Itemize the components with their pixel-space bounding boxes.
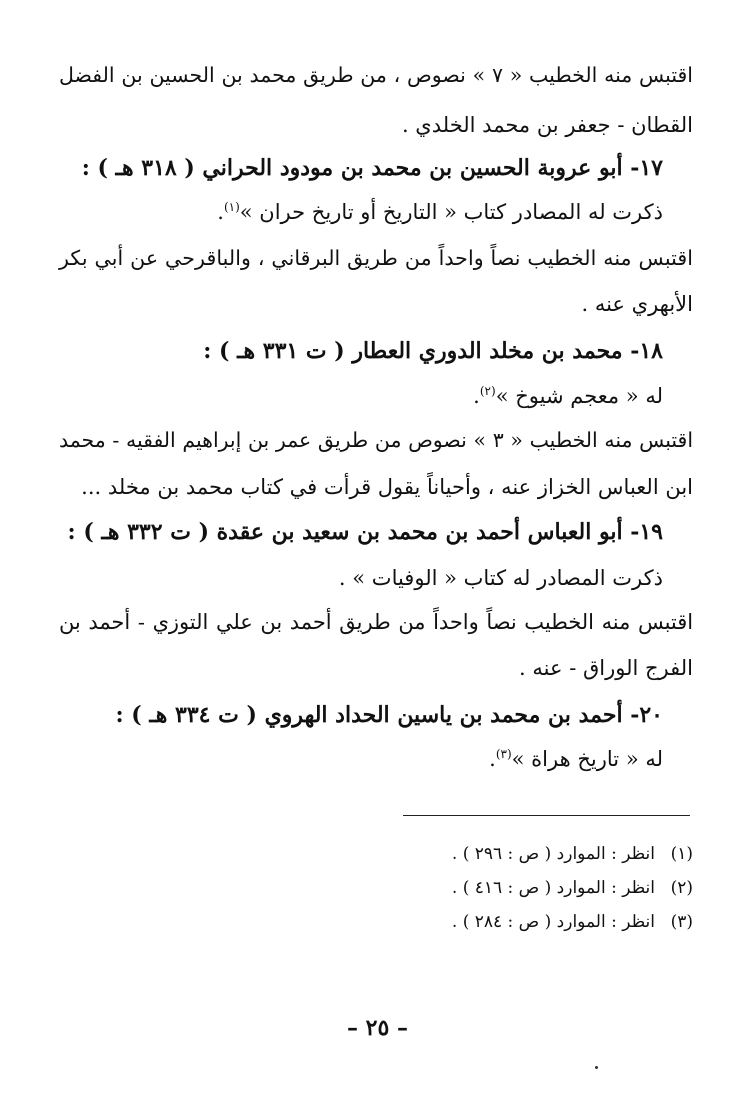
footnote-ref: (١) bbox=[223, 200, 240, 214]
footnote-divider bbox=[403, 815, 690, 816]
body-line bbox=[489, 744, 663, 774]
footnote bbox=[452, 876, 693, 900]
sentence-end: . bbox=[217, 200, 224, 224]
footnote-number: (١) bbox=[670, 844, 693, 864]
footnote-number: (٣) bbox=[670, 912, 693, 932]
footnote-ref: (٣) bbox=[495, 747, 512, 761]
body-line: الفرج الوراق - عنه . bbox=[519, 656, 693, 680]
body-line bbox=[217, 197, 663, 227]
body-line-text: له « معجم شيوخ » bbox=[495, 384, 663, 408]
body-line: الأبهري عنه . bbox=[581, 292, 693, 316]
scan-speck bbox=[595, 1066, 598, 1069]
entry-heading-18: ١٨- محمد بن مخلد الدوري العطار ( ت ٣٣١ هـ ) : bbox=[203, 338, 663, 364]
sentence-end: . bbox=[473, 384, 480, 408]
body-line: القطان - جعفر بن محمد الخلدي . bbox=[401, 113, 693, 137]
footnote-text: انظر : الموارد ( ص : ٢٩٦ ) . bbox=[451, 844, 655, 864]
body-line: اقتبس منه الخطيب نصاً واحداً من طريق أحمد بن علي التوزي - أحمد بن bbox=[59, 610, 693, 634]
body-line: اقتبس منه الخطيب نصاً واحداً من طريق البرقاني ، والباقرحي عن أبي بكر bbox=[59, 246, 693, 270]
sentence-end: . bbox=[489, 747, 496, 771]
body-line: اقتبس منه الخطيب « ٧ » نصوص ، من طريق محمد بن الحسين بن الفضل bbox=[59, 63, 693, 87]
body-line: ابن العباس الخزاز عنه ، وأحياناً يقول قرأت في كتاب محمد بن مخلد ... bbox=[81, 475, 693, 499]
footnote-text: انظر : الموارد ( ص : ٤١٦ ) . bbox=[451, 878, 655, 898]
page-number: – ٢٥ – bbox=[347, 1015, 408, 1041]
body-line-text: ذكرت له المصادر كتاب « التاريخ أو تاريخ حران » bbox=[239, 200, 663, 224]
entry-heading-17: ١٧- أبو عروبة الحسين بن محمد بن مودود الحراني ( ٣١٨ هـ ) : bbox=[81, 155, 663, 181]
body-line-text: له « تاريخ هراة » bbox=[511, 747, 663, 771]
footnote-number: (٢) bbox=[670, 878, 693, 898]
footnote-ref: (٢) bbox=[479, 384, 496, 398]
body-line: اقتبس منه الخطيب « ٣ » نصوص من طريق عمر بن إبراهيم الفقيه - محمد bbox=[59, 428, 693, 452]
entry-heading-19: ١٩- أبو العباس أحمد بن محمد بن سعيد بن عقدة ( ت ٣٣٢ هـ ) : bbox=[67, 519, 663, 545]
footnote bbox=[452, 842, 693, 866]
body-line: ذكرت المصادر له كتاب « الوفيات » . bbox=[338, 566, 663, 590]
body-line bbox=[473, 381, 663, 411]
footnote bbox=[452, 910, 693, 934]
entry-heading-20: ٢٠- أحمد بن محمد بن ياسين الحداد الهروي ( ت ٣٣٤ هـ ) : bbox=[115, 702, 663, 728]
footnote-text: انظر : الموارد ( ص : ٢٨٤ ) . bbox=[451, 912, 655, 932]
